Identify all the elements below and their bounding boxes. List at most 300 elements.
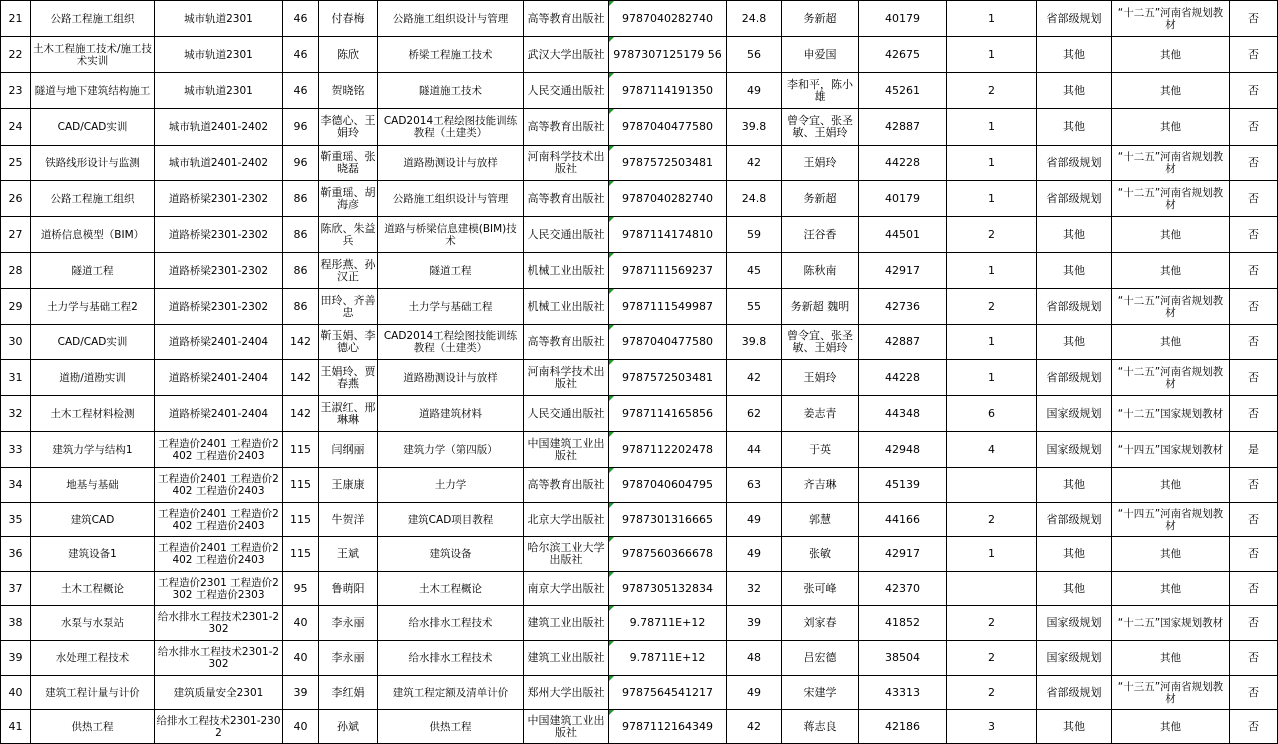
teacher-name-cell: 付春梅	[319, 1, 378, 37]
plan-note-cell: “十二五”河南省规划教材	[1112, 146, 1230, 181]
self-compiled-cell: 否	[1230, 181, 1278, 217]
student-count-cell: 96	[283, 109, 319, 146]
course-name-cell: CAD/CAD实训	[31, 109, 155, 146]
publisher-cell: 高等教育出版社	[524, 1, 609, 37]
self-compiled-cell: 否	[1230, 468, 1278, 503]
student-count-cell: 86	[283, 217, 319, 253]
self-compiled-cell: 否	[1230, 537, 1278, 572]
publisher-cell: 高等教育出版社	[524, 109, 609, 146]
publisher-cell: 河南科学技术出版社	[524, 146, 609, 181]
self-compiled-cell: 否	[1230, 641, 1278, 676]
course-name-cell: 土木工程概论	[31, 572, 155, 606]
class-name-cell: 城市轨道2301	[155, 73, 283, 109]
row-number-cell: 27	[1, 217, 31, 253]
isbn-cell: 9787114165856	[609, 396, 727, 432]
isbn-cell: 9.78711E+12	[609, 606, 727, 641]
plan-level-cell: 省部级规划	[1037, 181, 1112, 217]
price-cell: 59	[727, 217, 782, 253]
publisher-cell: 人民交通出版社	[524, 217, 609, 253]
author-cell: 务新超	[782, 181, 859, 217]
author-cell: 宋建学	[782, 676, 859, 710]
class-name-cell: 道路桥梁2301-2302	[155, 217, 283, 253]
isbn-cell: 9787301316665	[609, 503, 727, 537]
plan-note-cell: 其他	[1112, 641, 1230, 676]
publish-date-cell: 41852	[859, 606, 947, 641]
course-name-cell: 土木工程材料检测	[31, 396, 155, 432]
textbook-title-cell: 建筑CAD项目教程	[378, 503, 524, 537]
author-cell: 蒋志良	[782, 710, 859, 744]
edition-cell: 1	[947, 37, 1037, 73]
price-cell: 45	[727, 253, 782, 289]
course-name-cell: 建筑CAD	[31, 503, 155, 537]
price-cell: 32	[727, 572, 782, 606]
self-compiled-cell: 否	[1230, 37, 1278, 73]
row-number-cell: 29	[1, 289, 31, 325]
plan-level-cell: 省部级规划	[1037, 146, 1112, 181]
plan-note-cell: 其他	[1112, 572, 1230, 606]
teacher-name-cell: 闫纲丽	[319, 432, 378, 468]
course-name-cell: 道桥信息模型（BIM）	[31, 217, 155, 253]
plan-level-cell: 省部级规划	[1037, 360, 1112, 396]
teacher-name-cell: 牛贺洋	[319, 503, 378, 537]
self-compiled-cell: 否	[1230, 1, 1278, 37]
plan-level-cell: 省部级规划	[1037, 503, 1112, 537]
price-cell: 48	[727, 641, 782, 676]
plan-note-cell: 其他	[1112, 253, 1230, 289]
self-compiled-cell: 否	[1230, 676, 1278, 710]
course-name-cell: 公路工程施工组织	[31, 181, 155, 217]
table-row	[1, 606, 1278, 641]
price-cell: 39.8	[727, 325, 782, 360]
student-count-cell: 95	[283, 572, 319, 606]
textbook-title-cell: 桥梁工程施工技术	[378, 37, 524, 73]
textbook-title-cell: 给水排水工程技术	[378, 641, 524, 676]
isbn-cell: 9787572503481	[609, 146, 727, 181]
row-number-cell: 25	[1, 146, 31, 181]
table-row	[1, 710, 1278, 744]
teacher-name-cell: 贺晓铭	[319, 73, 378, 109]
price-cell: 24.8	[727, 1, 782, 37]
plan-level-cell: 其他	[1037, 109, 1112, 146]
isbn-cell: 9787040282740	[609, 1, 727, 37]
table-body	[1, 1, 1278, 744]
table-row	[1, 503, 1278, 537]
price-cell: 42	[727, 146, 782, 181]
self-compiled-cell: 否	[1230, 146, 1278, 181]
table-row	[1, 253, 1278, 289]
course-name-cell: 道勘/道勘实训	[31, 360, 155, 396]
plan-note-cell: “十三五”河南省规划教材	[1112, 676, 1230, 710]
teacher-name-cell: 田玲、齐善忠	[319, 289, 378, 325]
course-name-cell: 铁路线形设计与监测	[31, 146, 155, 181]
author-cell: 李和平，陈小雄	[782, 73, 859, 109]
edition-cell: 4	[947, 432, 1037, 468]
row-number-cell: 31	[1, 360, 31, 396]
row-number-cell: 36	[1, 537, 31, 572]
isbn-cell: 9787112164349	[609, 710, 727, 744]
edition-cell: 1	[947, 325, 1037, 360]
self-compiled-cell: 否	[1230, 572, 1278, 606]
row-number-cell: 39	[1, 641, 31, 676]
price-cell: 56	[727, 37, 782, 73]
class-name-cell: 给水排水工程技术2301-2302	[155, 606, 283, 641]
plan-level-cell: 省部级规划	[1037, 289, 1112, 325]
isbn-cell: 9787560366678	[609, 537, 727, 572]
table-row	[1, 572, 1278, 606]
row-number-cell: 24	[1, 109, 31, 146]
teacher-name-cell: 孙斌	[319, 710, 378, 744]
textbook-title-cell: 公路施工组织设计与管理	[378, 181, 524, 217]
edition-cell: 1	[947, 181, 1037, 217]
table-row	[1, 360, 1278, 396]
student-count-cell: 86	[283, 289, 319, 325]
self-compiled-cell: 否	[1230, 606, 1278, 641]
author-cell: 齐吉琳	[782, 468, 859, 503]
textbook-title-cell: 建筑设备	[378, 537, 524, 572]
course-name-cell: 水处理工程技术	[31, 641, 155, 676]
self-compiled-cell: 否	[1230, 710, 1278, 744]
author-cell: 于英	[782, 432, 859, 468]
textbook-title-cell: 公路施工组织设计与管理	[378, 1, 524, 37]
course-name-cell: 土力学与基础工程2	[31, 289, 155, 325]
plan-note-cell: 其他	[1112, 710, 1230, 744]
plan-note-cell: 其他	[1112, 217, 1230, 253]
self-compiled-cell: 否	[1230, 396, 1278, 432]
student-count-cell: 40	[283, 710, 319, 744]
plan-level-cell: 国家级规划	[1037, 641, 1112, 676]
row-number-cell: 28	[1, 253, 31, 289]
class-name-cell: 工程造价2401 工程造价2402 工程造价2403	[155, 432, 283, 468]
plan-note-cell: 其他	[1112, 468, 1230, 503]
publisher-cell: 中国建筑工业出版社	[524, 432, 609, 468]
edition-cell: 2	[947, 289, 1037, 325]
publisher-cell: 河南科学技术出版社	[524, 360, 609, 396]
publish-date-cell: 42675	[859, 37, 947, 73]
row-number-cell: 37	[1, 572, 31, 606]
plan-note-cell: “十二五”河南省规划教材	[1112, 181, 1230, 217]
edition-cell: 6	[947, 396, 1037, 432]
price-cell: 49	[727, 676, 782, 710]
table-row	[1, 468, 1278, 503]
course-name-cell: 公路工程施工组织	[31, 1, 155, 37]
author-cell: 张敏	[782, 537, 859, 572]
class-name-cell: 道路桥梁2301-2302	[155, 181, 283, 217]
author-cell: 务新超	[782, 1, 859, 37]
plan-level-cell: 其他	[1037, 468, 1112, 503]
publish-date-cell: 45139	[859, 468, 947, 503]
teacher-name-cell: 李永丽	[319, 641, 378, 676]
self-compiled-cell: 否	[1230, 73, 1278, 109]
edition-cell: 3	[947, 710, 1037, 744]
textbook-title-cell: 建筑力学（第四版）	[378, 432, 524, 468]
author-cell: 姜志青	[782, 396, 859, 432]
edition-cell: 2	[947, 217, 1037, 253]
student-count-cell: 142	[283, 325, 319, 360]
plan-note-cell: 其他	[1112, 537, 1230, 572]
isbn-cell: 9787040477580	[609, 325, 727, 360]
course-name-cell: 地基与基础	[31, 468, 155, 503]
textbook-title-cell: 土力学	[378, 468, 524, 503]
student-count-cell: 46	[283, 73, 319, 109]
teacher-name-cell: 李红娟	[319, 676, 378, 710]
edition-cell: 2	[947, 503, 1037, 537]
teacher-name-cell: 靳重瑶、张晓磊	[319, 146, 378, 181]
plan-level-cell: 其他	[1037, 325, 1112, 360]
textbook-title-cell: 土力学与基础工程	[378, 289, 524, 325]
plan-note-cell: 其他	[1112, 109, 1230, 146]
student-count-cell: 46	[283, 37, 319, 73]
plan-note-cell: 其他	[1112, 325, 1230, 360]
plan-note-cell: “十二五”河南省规划教材	[1112, 360, 1230, 396]
edition-cell: 1	[947, 253, 1037, 289]
edition-cell: 2	[947, 73, 1037, 109]
author-cell: 郭慧	[782, 503, 859, 537]
student-count-cell: 86	[283, 181, 319, 217]
author-cell: 王娟玲	[782, 146, 859, 181]
publisher-cell: 机械工业出版社	[524, 253, 609, 289]
publisher-cell: 南京大学出版社	[524, 572, 609, 606]
isbn-cell: 9787305132834	[609, 572, 727, 606]
class-name-cell: 道路桥梁2401-2404	[155, 325, 283, 360]
author-cell: 务新超 魏明	[782, 289, 859, 325]
edition-cell: 1	[947, 146, 1037, 181]
row-number-cell: 23	[1, 73, 31, 109]
row-number-cell: 26	[1, 181, 31, 217]
table-row	[1, 641, 1278, 676]
textbook-title-cell: CAD2014工程绘图技能训练教程（土建类）	[378, 325, 524, 360]
row-number-cell: 35	[1, 503, 31, 537]
row-number-cell: 22	[1, 37, 31, 73]
self-compiled-cell: 否	[1230, 325, 1278, 360]
table-row	[1, 325, 1278, 360]
class-name-cell: 城市轨道2401-2402	[155, 146, 283, 181]
isbn-cell: 9787564541217	[609, 676, 727, 710]
plan-level-cell: 其他	[1037, 572, 1112, 606]
row-number-cell: 40	[1, 676, 31, 710]
table-row	[1, 109, 1278, 146]
textbook-title-cell: 道路勘测设计与放样	[378, 360, 524, 396]
author-cell: 张可峰	[782, 572, 859, 606]
textbook-title-cell: 建筑工程定额及清单计价	[378, 676, 524, 710]
course-name-cell: 隧道工程	[31, 253, 155, 289]
table-row	[1, 289, 1278, 325]
table-row	[1, 181, 1278, 217]
class-name-cell: 城市轨道2301	[155, 1, 283, 37]
publish-date-cell: 42186	[859, 710, 947, 744]
publish-date-cell: 42917	[859, 537, 947, 572]
textbook-title-cell: 隧道工程	[378, 253, 524, 289]
course-name-cell: 建筑设备1	[31, 537, 155, 572]
author-cell: 申爱国	[782, 37, 859, 73]
publisher-cell: 北京大学出版社	[524, 503, 609, 537]
student-count-cell: 115	[283, 432, 319, 468]
isbn-cell: 9787040477580	[609, 109, 727, 146]
row-number-cell: 21	[1, 1, 31, 37]
publish-date-cell: 44228	[859, 360, 947, 396]
publish-date-cell: 42370	[859, 572, 947, 606]
course-name-cell: 供热工程	[31, 710, 155, 744]
author-cell: 王娟玲	[782, 360, 859, 396]
isbn-cell: 9787307125179 56	[609, 37, 727, 73]
course-name-cell: 建筑工程计量与计价	[31, 676, 155, 710]
publisher-cell: 哈尔滨工业大学出版社	[524, 537, 609, 572]
textbook-title-cell: 土木工程概论	[378, 572, 524, 606]
author-cell: 吕宏德	[782, 641, 859, 676]
author-cell: 曾令宜、张圣敏、王娟玲	[782, 325, 859, 360]
row-number-cell: 30	[1, 325, 31, 360]
plan-note-cell: “十四五”国家规划教材	[1112, 432, 1230, 468]
self-compiled-cell: 否	[1230, 253, 1278, 289]
publish-date-cell: 44166	[859, 503, 947, 537]
class-name-cell: 道路桥梁2301-2302	[155, 289, 283, 325]
publish-date-cell: 40179	[859, 1, 947, 37]
student-count-cell: 40	[283, 641, 319, 676]
student-count-cell: 115	[283, 468, 319, 503]
student-count-cell: 142	[283, 396, 319, 432]
publisher-cell: 建筑工业出版社	[524, 606, 609, 641]
teacher-name-cell: 李永丽	[319, 606, 378, 641]
price-cell: 24.8	[727, 181, 782, 217]
publisher-cell: 高等教育出版社	[524, 325, 609, 360]
student-count-cell: 115	[283, 503, 319, 537]
self-compiled-cell: 是	[1230, 432, 1278, 468]
edition-cell	[947, 572, 1037, 606]
row-number-cell: 33	[1, 432, 31, 468]
publish-date-cell: 42948	[859, 432, 947, 468]
student-count-cell: 46	[283, 1, 319, 37]
author-cell: 曾令宜、张圣敏、王娟玲	[782, 109, 859, 146]
row-number-cell: 38	[1, 606, 31, 641]
isbn-cell: 9787111549987	[609, 289, 727, 325]
plan-note-cell: “十二五”河南省规划教材	[1112, 289, 1230, 325]
edition-cell: 1	[947, 1, 1037, 37]
table-row	[1, 396, 1278, 432]
edition-cell: 2	[947, 676, 1037, 710]
plan-level-cell: 其他	[1037, 37, 1112, 73]
student-count-cell: 86	[283, 253, 319, 289]
publish-date-cell: 44501	[859, 217, 947, 253]
plan-level-cell: 其他	[1037, 73, 1112, 109]
textbook-title-cell: CAD2014工程绘图技能训练教程（土建类）	[378, 109, 524, 146]
author-cell: 刘家春	[782, 606, 859, 641]
class-name-cell: 城市轨道2301	[155, 37, 283, 73]
class-name-cell: 道路桥梁2401-2404	[155, 396, 283, 432]
student-count-cell: 96	[283, 146, 319, 181]
plan-note-cell: “十二五”国家规划教材	[1112, 396, 1230, 432]
course-name-cell: 土木工程施工技术/施工技术实训	[31, 37, 155, 73]
course-name-cell: 建筑力学与结构1	[31, 432, 155, 468]
table-row	[1, 537, 1278, 572]
price-cell: 62	[727, 396, 782, 432]
class-name-cell: 给水排水工程技术2301-2302	[155, 641, 283, 676]
edition-cell: 2	[947, 641, 1037, 676]
student-count-cell: 115	[283, 537, 319, 572]
isbn-cell: 9787112202478	[609, 432, 727, 468]
class-name-cell: 工程造价2401 工程造价2402 工程造价2403	[155, 537, 283, 572]
isbn-cell: 9787040604795	[609, 468, 727, 503]
publisher-cell: 高等教育出版社	[524, 181, 609, 217]
teacher-name-cell: 李德心、王娟玲	[319, 109, 378, 146]
course-name-cell: 隧道与地下建筑结构施工	[31, 73, 155, 109]
teacher-name-cell: 王娟玲、贾春燕	[319, 360, 378, 396]
table-row	[1, 217, 1278, 253]
plan-level-cell: 省部级规划	[1037, 676, 1112, 710]
price-cell: 44	[727, 432, 782, 468]
edition-cell: 1	[947, 360, 1037, 396]
table-row	[1, 1, 1278, 37]
plan-note-cell: 其他	[1112, 73, 1230, 109]
row-number-cell: 34	[1, 468, 31, 503]
plan-level-cell: 国家级规划	[1037, 396, 1112, 432]
isbn-cell: 9787114174810	[609, 217, 727, 253]
student-count-cell: 39	[283, 676, 319, 710]
self-compiled-cell: 否	[1230, 503, 1278, 537]
price-cell: 49	[727, 537, 782, 572]
table-row	[1, 432, 1278, 468]
course-name-cell: 水泵与水泵站	[31, 606, 155, 641]
plan-level-cell: 省部级规划	[1037, 1, 1112, 37]
author-cell: 汪谷香	[782, 217, 859, 253]
textbook-title-cell: 隧道施工技术	[378, 73, 524, 109]
teacher-name-cell: 王淑红、邢琳琳	[319, 396, 378, 432]
self-compiled-cell: 否	[1230, 109, 1278, 146]
class-name-cell: 给排水工程技术2301-2302	[155, 710, 283, 744]
publisher-cell: 人民交通出版社	[524, 73, 609, 109]
isbn-cell: 9787114191350	[609, 73, 727, 109]
teacher-name-cell: 靳玉娟、李德心	[319, 325, 378, 360]
plan-note-cell: “十二五”国家规划教材	[1112, 606, 1230, 641]
course-name-cell: CAD/CAD实训	[31, 325, 155, 360]
price-cell: 63	[727, 468, 782, 503]
table-row	[1, 146, 1278, 181]
teacher-name-cell: 王斌	[319, 537, 378, 572]
textbook-title-cell: 供热工程	[378, 710, 524, 744]
author-cell: 陈秋南	[782, 253, 859, 289]
row-number-cell: 41	[1, 710, 31, 744]
publisher-cell: 中国建筑工业出版社	[524, 710, 609, 744]
plan-level-cell: 其他	[1037, 537, 1112, 572]
publish-date-cell: 38504	[859, 641, 947, 676]
price-cell: 55	[727, 289, 782, 325]
publish-date-cell: 42887	[859, 325, 947, 360]
price-cell: 42	[727, 360, 782, 396]
self-compiled-cell: 否	[1230, 217, 1278, 253]
publish-date-cell: 42887	[859, 109, 947, 146]
class-name-cell: 工程造价2401 工程造价2402 工程造价2403	[155, 468, 283, 503]
isbn-cell: 9787572503481	[609, 360, 727, 396]
class-name-cell: 建筑质量安全2301	[155, 676, 283, 710]
publish-date-cell: 45261	[859, 73, 947, 109]
price-cell: 42	[727, 710, 782, 744]
publish-date-cell: 42917	[859, 253, 947, 289]
textbook-title-cell: 道路与桥梁信息建模(BIM)技术	[378, 217, 524, 253]
teacher-name-cell: 靳重瑶、胡海彦	[319, 181, 378, 217]
teacher-name-cell: 陈欣	[319, 37, 378, 73]
textbook-title-cell: 给水排水工程技术	[378, 606, 524, 641]
plan-level-cell: 国家级规划	[1037, 432, 1112, 468]
edition-cell	[947, 468, 1037, 503]
price-cell: 49	[727, 73, 782, 109]
publish-date-cell: 43313	[859, 676, 947, 710]
isbn-cell: 9787040282740	[609, 181, 727, 217]
plan-note-cell: “十四五”河南省规划教材	[1112, 503, 1230, 537]
class-name-cell: 道路桥梁2401-2404	[155, 360, 283, 396]
class-name-cell: 城市轨道2401-2402	[155, 109, 283, 146]
row-number-cell: 32	[1, 396, 31, 432]
plan-level-cell: 其他	[1037, 217, 1112, 253]
publish-date-cell: 44348	[859, 396, 947, 432]
publisher-cell: 郑州大学出版社	[524, 676, 609, 710]
